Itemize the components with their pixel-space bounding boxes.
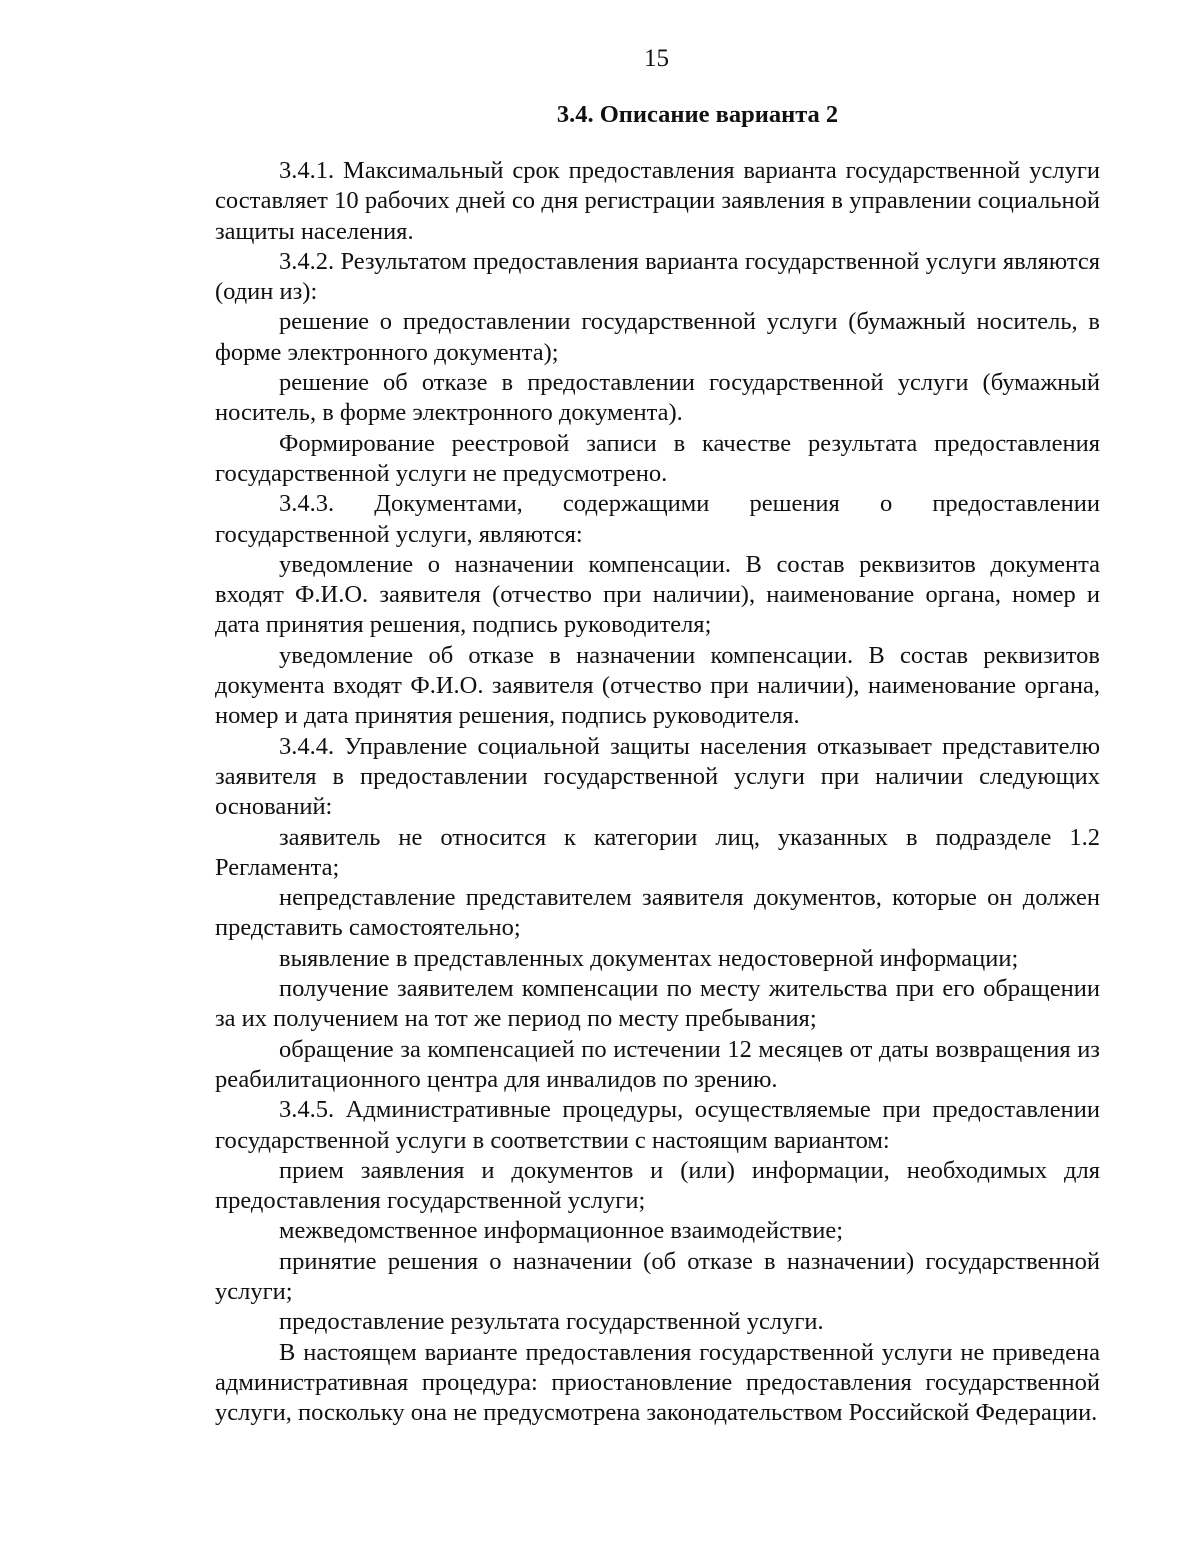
refusal-ground: обращение за компенсацией по истечении 12 месяцев от даты возвращения из реабилитационного центра для инвалидов по зрению. xyxy=(215,1035,1100,1093)
document-item: уведомление о назначении компенсации. В состав реквизитов документа входят Ф.И.О. заявителя (отчество при наличии), наименование органа, номер и дата принятия решения, подпись руководителя; xyxy=(215,550,1100,639)
procedure-item: предоставление результата государственной услуги. xyxy=(279,1308,824,1336)
registry-note: Формирование реестровой записи в качестве результата предоставления государственной услуги не предусмотрено. xyxy=(215,429,1100,487)
refusal-ground: получение заявителем компенсации по месту жительства при его обращении за их получением на тот же период по месту пребывания; xyxy=(215,975,1100,1033)
refusal-ground: непредставление представителем заявителя документов, которые он должен представить самостоятельно; xyxy=(215,884,1100,942)
paragraph-3-4-2: 3.4.2. Результатом предоставления варианта государственной услуги являются (один из): xyxy=(215,247,1100,306)
document-body xyxy=(215,100,1100,1428)
paragraph-3-4-5: 3.4.5. Административные процедуры, осуществляемые при предоставлении государственной услуги в соответствии с настоящим вариантом: xyxy=(215,1096,1100,1154)
document-item: уведомление об отказе в назначении компенсации. В состав реквизитов документа входят Ф.И.О. заявителя (отчество при наличии), наименование органа, номер и дата принятия решения, подпись руководителя. xyxy=(215,641,1100,730)
procedure-item: прием заявления и документов и (или) информации, необходимых для предоставления государственной услуги; xyxy=(215,1156,1100,1215)
paragraph-3-4-3: 3.4.3. Документами, содержащими решения о предоставлении государственной услуги, являются: xyxy=(215,490,1100,548)
refusal-ground: заявитель не относится к категории лиц, указанных в подразделе 1.2 Регламента; xyxy=(215,823,1100,881)
paragraph-3-4-4: 3.4.4. Управление социальной защиты населения отказывает представителю заявителя в предоставлении государственной услуги при наличии следующих оснований: xyxy=(215,732,1100,821)
closing-paragraph: В настоящем варианте предоставления государственной услуги не приведена административная процедура: приостановление предоставления государственной услуги, поскольку она не предусмотрена законодательством Российской Федерации. xyxy=(215,1338,1100,1427)
section-heading: 3.4. Описание варианта 2 xyxy=(556,101,839,128)
result-item: решение об отказе в предоставлении государственной услуги (бумажный носитель, в форме электронного документа). xyxy=(215,369,1100,427)
paragraph-3-4-1: 3.4.1. Максимальный срок предоставления варианта государственной услуги составляет 10 рабочих дней со дня регистрации заявления в управлении социальной защиты населения. xyxy=(215,157,1100,245)
page-number: 15 xyxy=(644,45,669,72)
procedure-item: межведомственное информационное взаимодействие; xyxy=(279,1217,844,1245)
result-item: решение о предоставлении государственной услуги (бумажный носитель, в форме электронного документа); xyxy=(215,308,1100,366)
refusal-ground: выявление в представленных документах недостоверной информации; xyxy=(279,944,1019,972)
procedure-item: принятие решения о назначении (об отказе в назначении) государственной услуги; xyxy=(215,1247,1100,1305)
